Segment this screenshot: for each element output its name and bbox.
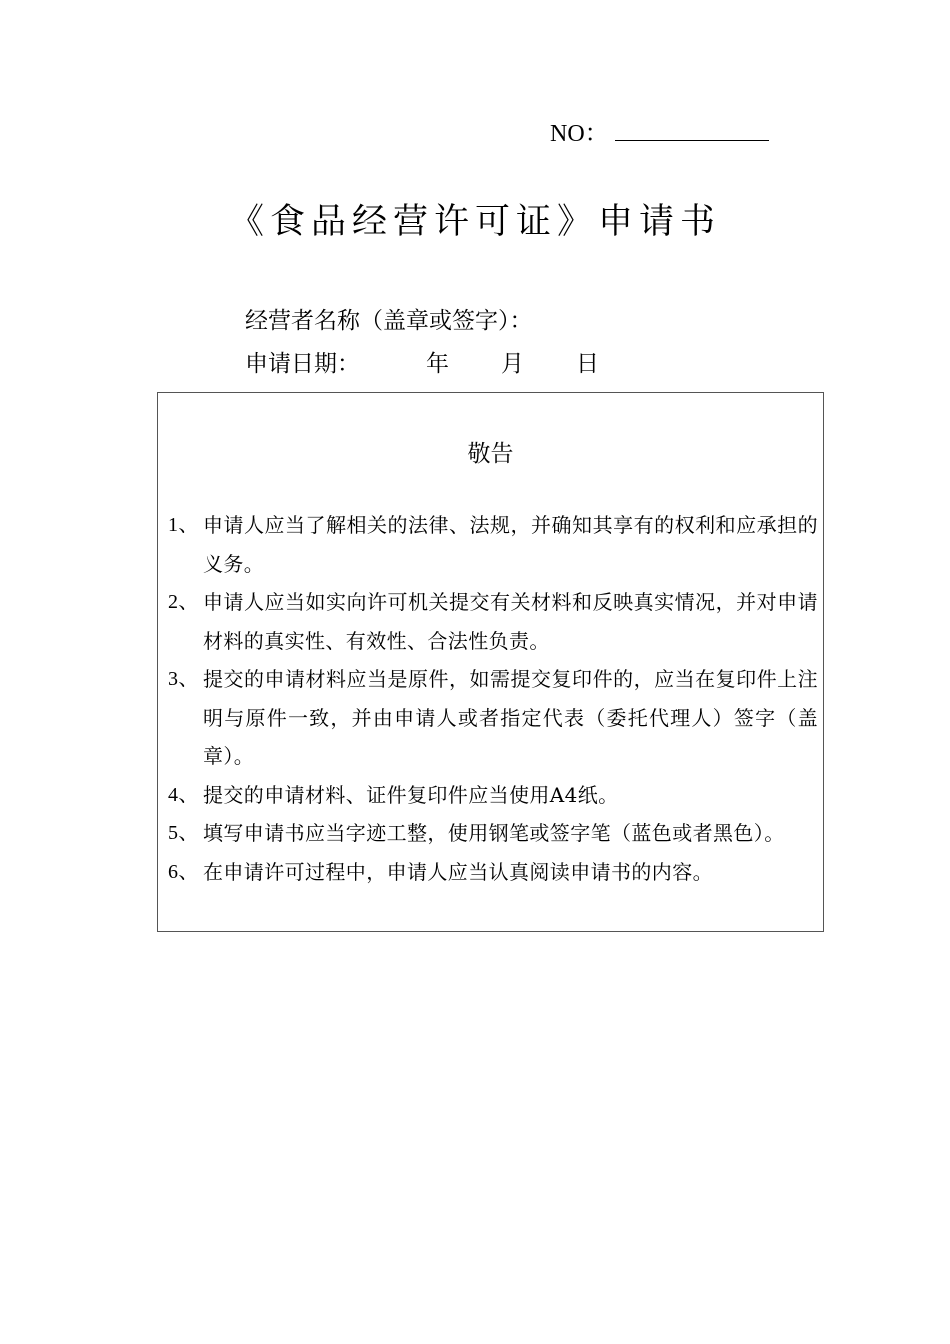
notice-list bbox=[168, 506, 818, 891]
notice-item-number: 1、 bbox=[168, 514, 199, 536]
document-number-label: NO： bbox=[550, 121, 609, 147]
application-date-field bbox=[245, 349, 599, 379]
operator-name-label: 经营者名称（盖章或签字）： bbox=[245, 308, 533, 334]
date-year: 年 bbox=[426, 351, 449, 377]
notice-item-text: 填写申请书应当字迹工整，使用钢笔或签字笔（蓝色或者黑色）。 bbox=[203, 821, 785, 845]
date-day: 日 bbox=[576, 351, 599, 377]
notice-item bbox=[168, 660, 818, 776]
notice-item-number: 6、 bbox=[168, 860, 199, 883]
notice-item bbox=[168, 506, 818, 583]
notice-item-text: 申请人应当了解相关的法律、法规，并确知其享有的权利和应承担的义务。 bbox=[203, 513, 818, 576]
notice-item-number: 5、 bbox=[168, 822, 199, 844]
date-month: 月 bbox=[501, 351, 524, 377]
notice-item-text: 提交的申请材料、证件复印件应当使用A4纸。 bbox=[203, 782, 619, 807]
notice-item-text: 申请人应当如实向许可机关提交有关材料和反映真实情况，并对申请材料的真实性、有效性、合法性负责。 bbox=[203, 590, 818, 653]
document-title: 《食品经营许可证》申请书 bbox=[228, 202, 721, 242]
notice-item-text: 提交的申请材料应当是原件，如需提交复印件的，应当在复印件上注明与原件一致，并由申请人或者指定代表（委托代理人）签字（盖章）。 bbox=[203, 667, 818, 768]
operator-name-field bbox=[245, 306, 533, 336]
document-number-blank bbox=[615, 118, 769, 141]
notice-item-number: 4、 bbox=[168, 783, 199, 806]
notice-item-number: 3、 bbox=[168, 668, 199, 690]
notice-item bbox=[168, 776, 818, 815]
document-number bbox=[550, 118, 769, 149]
notice-box bbox=[157, 392, 824, 932]
notice-item-text: 在申请许可过程中，申请人应当认真阅读申请书的内容。 bbox=[203, 859, 713, 884]
notice-item-number: 2、 bbox=[168, 591, 199, 613]
notice-item bbox=[168, 853, 818, 892]
notice-title: 敬告 bbox=[467, 441, 514, 467]
application-date-label: 申请日期： bbox=[245, 351, 360, 377]
notice-item bbox=[168, 583, 818, 660]
notice-item bbox=[168, 814, 818, 853]
